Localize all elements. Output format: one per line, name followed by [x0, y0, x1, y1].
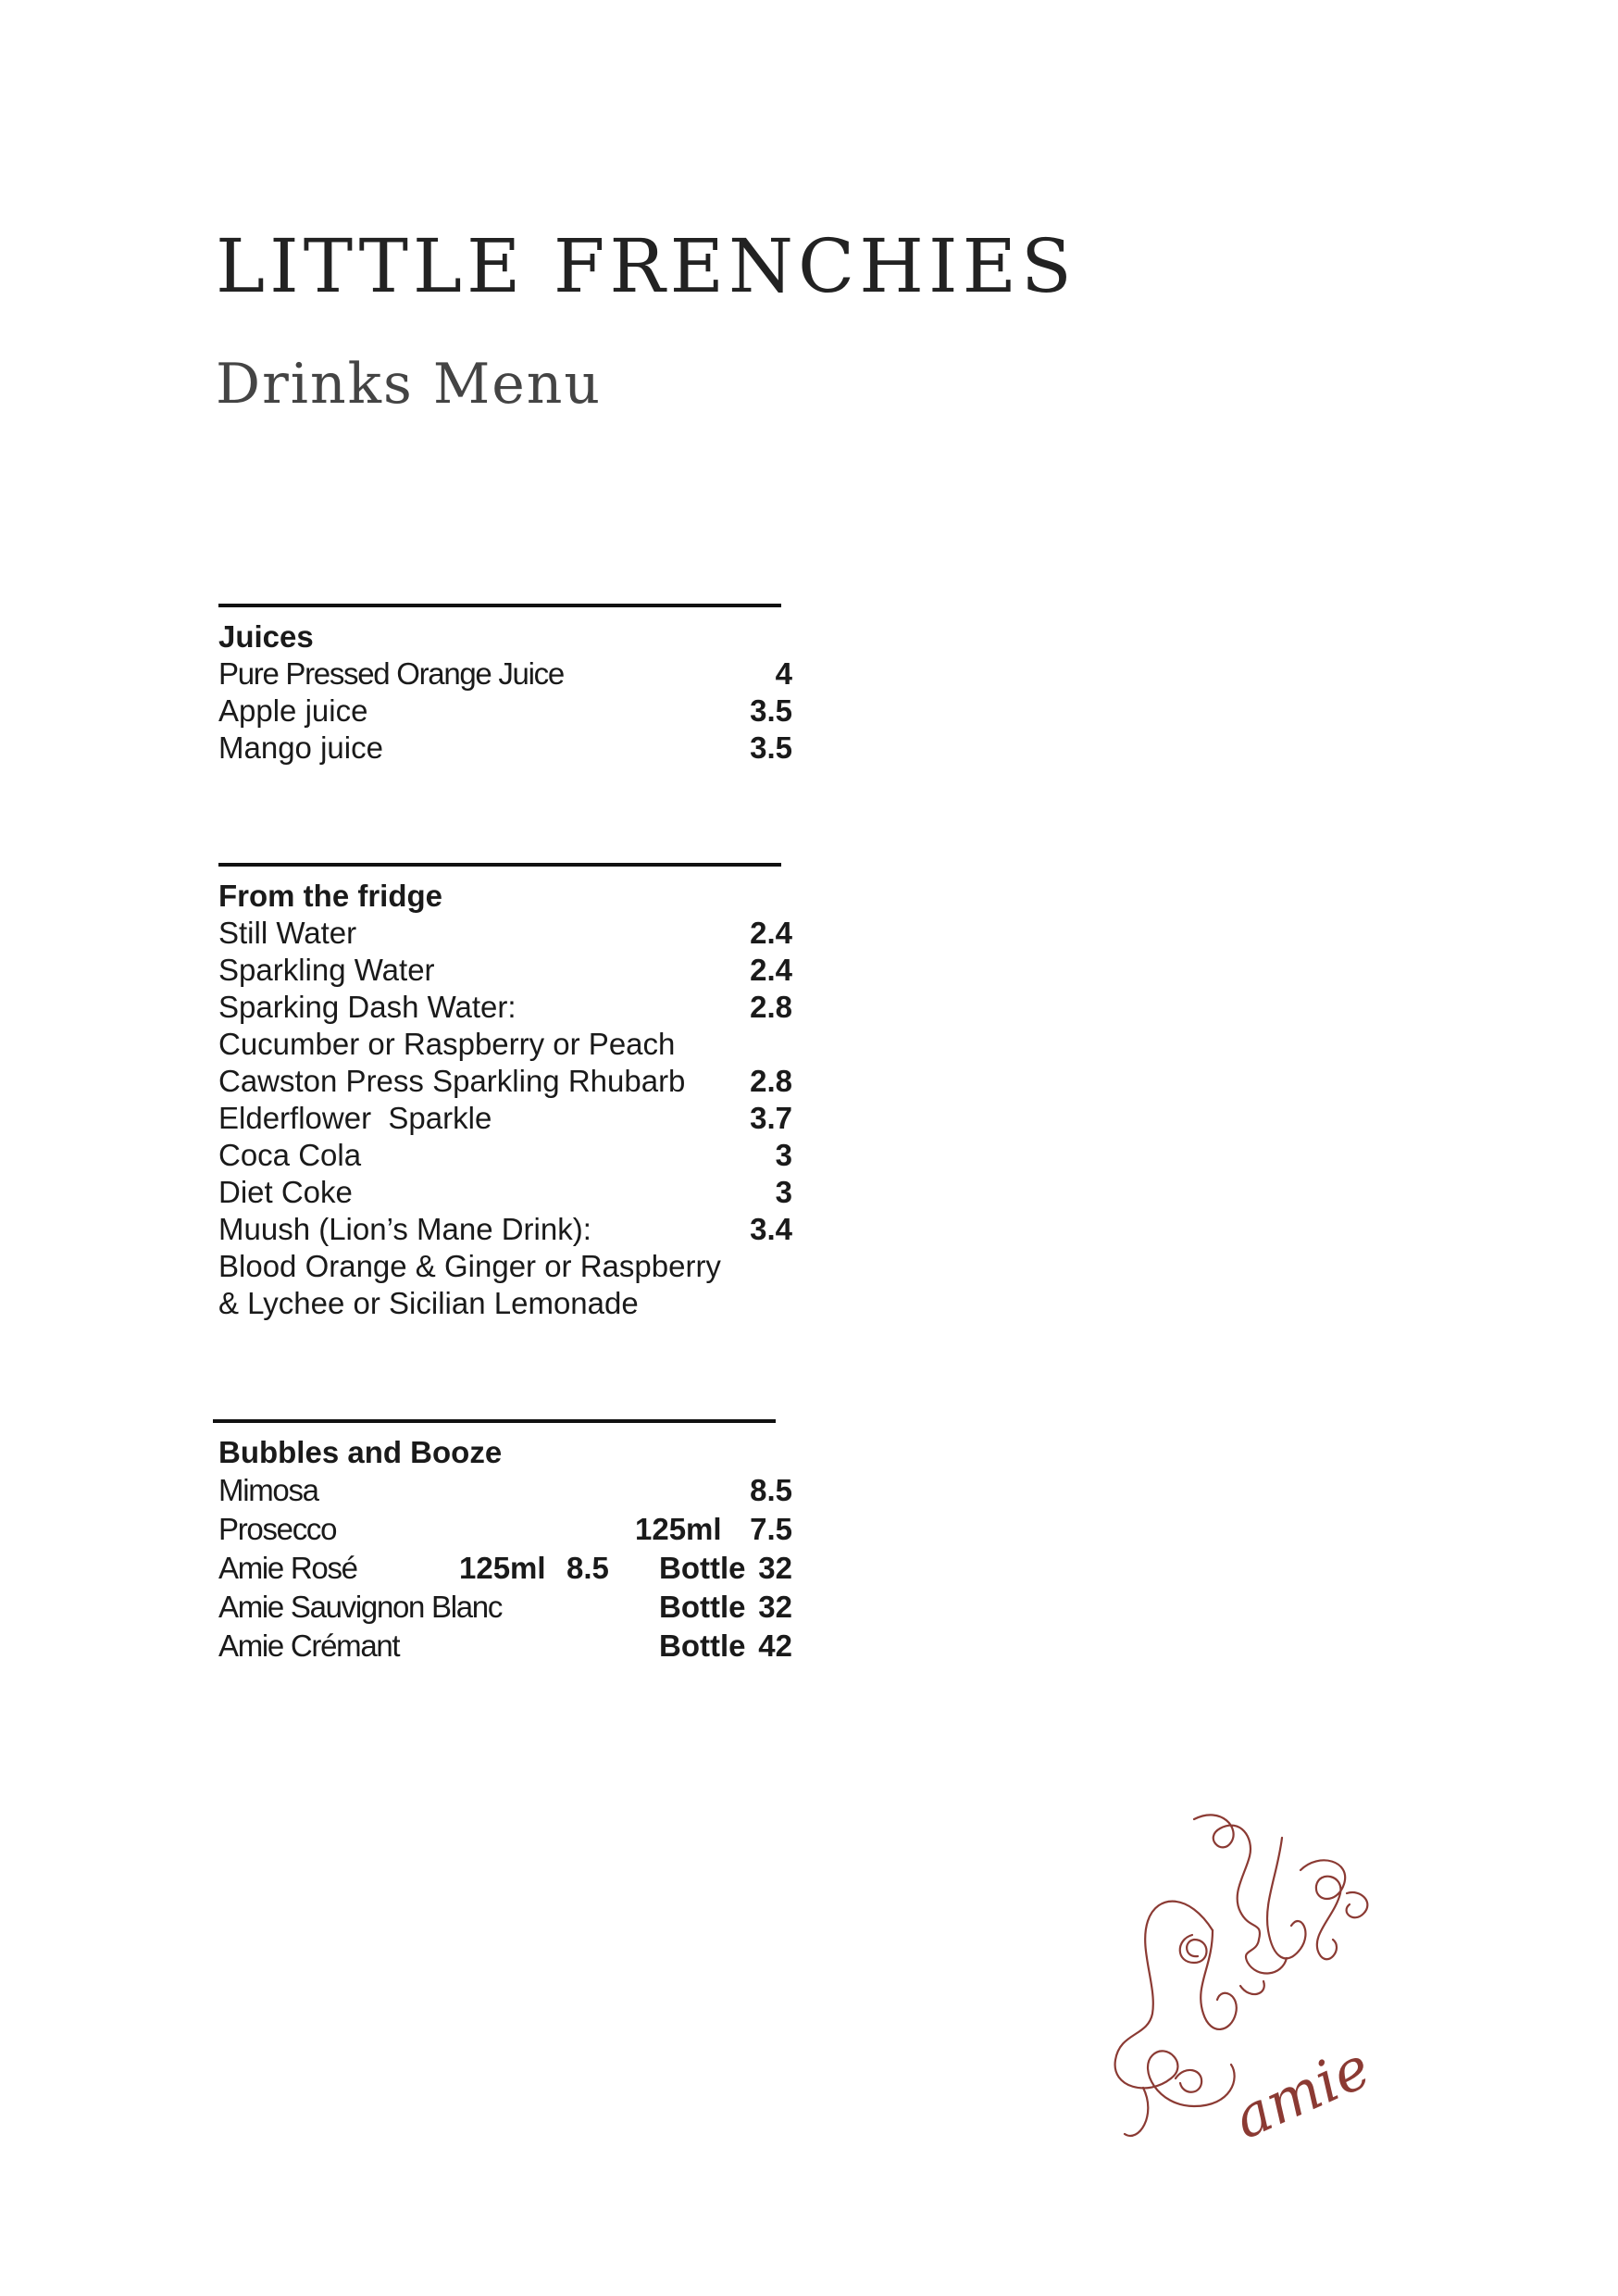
item-name: Blood Orange & Ginger or Raspberry: [218, 1249, 721, 1283]
section-heading: Juices: [218, 619, 314, 654]
item-name: Apple juice: [218, 693, 368, 728]
item-price: 3: [775, 1175, 792, 1209]
item-price: 42: [758, 1628, 792, 1663]
menu-item: [218, 1627, 792, 1666]
menu-item-detail: [218, 1248, 792, 1285]
item-price: 2.8: [750, 990, 792, 1024]
item-name: Diet Coke: [218, 1175, 353, 1209]
section-heading: From the fridge: [218, 879, 443, 913]
item-price: 2.4: [750, 953, 792, 987]
item-glass-price: 8.5: [566, 1551, 609, 1585]
item-name: Mango juice: [218, 730, 383, 765]
menu-item: [218, 730, 792, 767]
menu-item: [218, 1510, 792, 1549]
item-name: Cawston Press Sparkling Rhubarb: [218, 1064, 686, 1098]
section-booze: [213, 1419, 792, 1666]
menu-item: [218, 1137, 792, 1174]
item-name: Prosecco: [218, 1512, 337, 1546]
amie-logo: [1101, 1801, 1416, 2152]
menu-item-detail: [218, 1285, 792, 1322]
item-name: Coca Cola: [218, 1138, 362, 1172]
menu-item: [218, 1174, 792, 1211]
item-price: 7.5: [750, 1512, 792, 1546]
item-price: 3.4: [750, 1212, 792, 1246]
item-name: Pure Pressed Orange Juice: [218, 656, 564, 691]
item-price: 3.5: [750, 730, 792, 765]
item-price: 4: [775, 656, 792, 691]
item-price: 32: [758, 1551, 792, 1585]
item-price: 3.7: [750, 1101, 792, 1135]
item-price: 32: [758, 1590, 792, 1624]
item-glass-size: 125ml: [459, 1551, 546, 1585]
page-subtitle: Drinks Menu: [216, 352, 603, 417]
item-name: Amie Sauvignon Blanc: [218, 1590, 503, 1624]
item-name: Elderflower Sparkle: [218, 1101, 492, 1135]
menu-item: [218, 1549, 792, 1588]
menu-item: [218, 1211, 792, 1248]
menu-item: [218, 989, 792, 1026]
item-name: Sparking Dash Water:: [218, 990, 517, 1024]
page-title: LITTLE FRENCHIES: [216, 223, 1077, 309]
menu-item: [218, 1063, 792, 1100]
item-name: Cucumber or Raspberry or Peach: [218, 1027, 676, 1061]
item-name: & Lychee or Sicilian Lemonade: [218, 1286, 639, 1320]
menu-item: [218, 952, 792, 989]
item-size: Bottle: [659, 1628, 746, 1663]
item-name: Sparkling Water: [218, 953, 435, 987]
item-price: 2.4: [750, 916, 792, 950]
section-divider: [218, 863, 781, 867]
item-price: 2.8: [750, 1064, 792, 1098]
item-name: Amie Rosé: [218, 1551, 357, 1585]
section-fridge: [218, 863, 792, 1322]
item-name: Amie Crémant: [218, 1628, 400, 1663]
item-name: Still Water: [218, 916, 357, 950]
item-price: 3.5: [750, 693, 792, 728]
item-price: 3: [775, 1138, 792, 1172]
item-size: Bottle: [659, 1551, 746, 1585]
item-size: Bottle: [659, 1590, 746, 1624]
logo-text: amie: [1223, 2033, 1380, 2152]
item-name: Mimosa: [218, 1473, 318, 1507]
menu-item: [218, 1588, 792, 1627]
section-divider: [218, 604, 781, 607]
menu-item: [218, 915, 792, 952]
menu-item-detail: [218, 1026, 792, 1063]
menu-item: [218, 693, 792, 730]
item-size: 125ml: [635, 1512, 722, 1546]
menu-item: [218, 1471, 792, 1510]
section-divider: [213, 1419, 776, 1423]
item-price: 8.5: [750, 1473, 792, 1507]
section-heading: Bubbles and Booze: [218, 1435, 503, 1469]
menu-item: [218, 1100, 792, 1137]
item-name: Muush (Lion’s Mane Drink):: [218, 1212, 591, 1246]
section-juices: [218, 604, 792, 767]
menu-item: [218, 655, 792, 693]
